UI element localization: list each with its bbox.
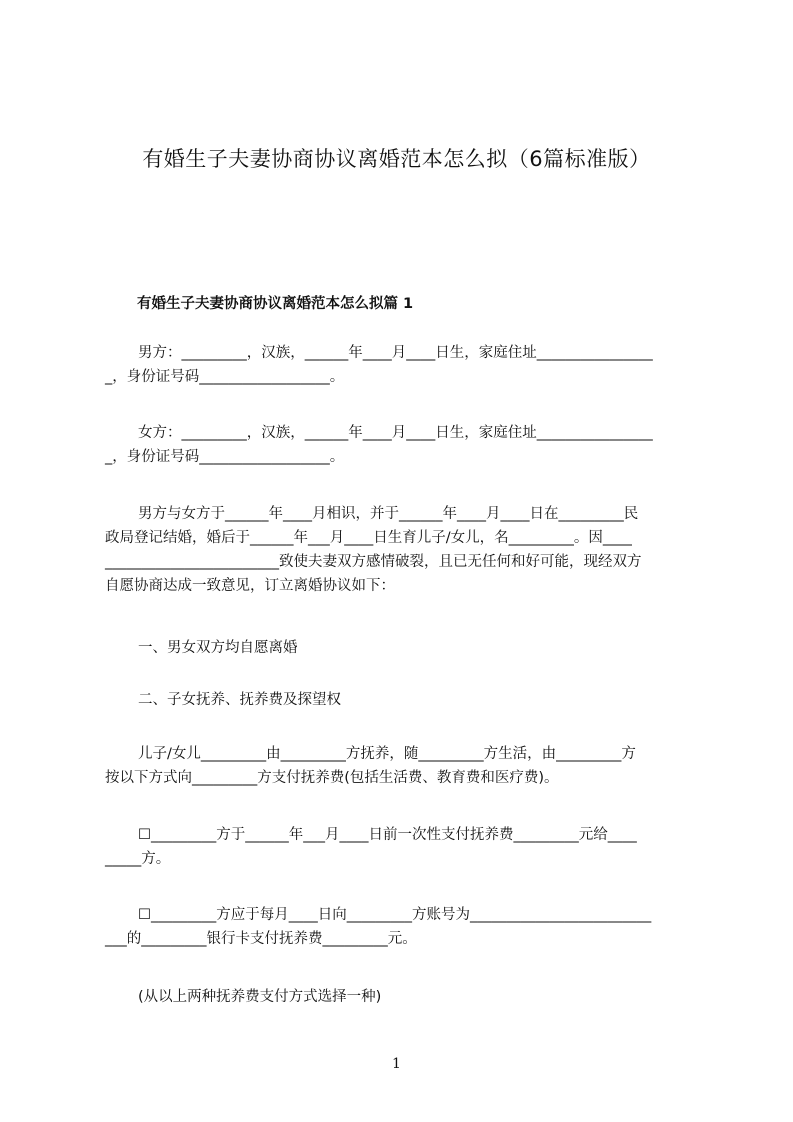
paragraph-background (105, 502, 701, 598)
paragraph-option-lump-sum (105, 823, 701, 871)
paragraph-line: ___的_________银行卡支付抚养费_________元。 (105, 931, 417, 947)
paragraph-line: 儿子/女儿_________由_________方抚养，随_________方生活，由_________方 (138, 746, 636, 762)
paragraph-line: _____方。 (105, 851, 171, 867)
paragraph-note (105, 985, 701, 1009)
paragraph-line: _，身份证号码__________________。 (105, 369, 345, 385)
paragraph-line: 政局登记结婚，婚后于______年___月____日生育儿子/女儿，名_________。因____ (105, 530, 632, 546)
paragraph-line: 一、男女双方均自愿离婚 (138, 640, 298, 656)
paragraph-line: ☐_________方于______年___月____日前一次性支付抚养费_________元给____ (138, 827, 637, 843)
document-title: 有婚生子夫妻协商协议离婚范本怎么拟（6篇标准版） (142, 147, 651, 171)
paragraph-line: ☐_________方应于每月____日向_________方账号为_________________________ (138, 907, 652, 923)
paragraph-female-party (105, 421, 701, 469)
paragraph-option-monthly (105, 903, 701, 951)
paragraph-line: 二、子女抚养、抚养费及探望权 (138, 692, 341, 708)
paragraph-line: 男方：_________，汉族，______年____月____日生，家庭住址________________ (138, 345, 653, 361)
paragraph-line: (从以上两种抚养费支付方式选择一种) (138, 989, 382, 1005)
page-number: 1 (392, 1056, 401, 1072)
paragraph-custody (105, 742, 701, 790)
paragraph-line: 男方与女方于______年____月相识，并于______年____月____日在_________民 (138, 506, 639, 522)
paragraph-male-party (105, 341, 701, 389)
paragraph-line: 按以下方式向_________方支付抚养费(包括生活费、教育费和医疗费)。 (105, 770, 559, 786)
section-title: 有婚生子夫妻协商协议离婚范本怎么拟篇 1 (137, 296, 414, 312)
paragraph-line: 自愿协商达成一致意见，订立离婚协议如下： (105, 578, 395, 594)
clause-heading-2 (105, 688, 701, 712)
paragraph-line: 女方：_________，汉族，______年____月____日生，家庭住址________________ (138, 425, 653, 441)
paragraph-line: ________________________致使夫妻双方感情破裂，且已无任何和好可能，现经双方 (105, 554, 642, 570)
paragraph-line: _，身份证号码__________________。 (105, 449, 345, 465)
clause-heading-1 (105, 636, 701, 660)
